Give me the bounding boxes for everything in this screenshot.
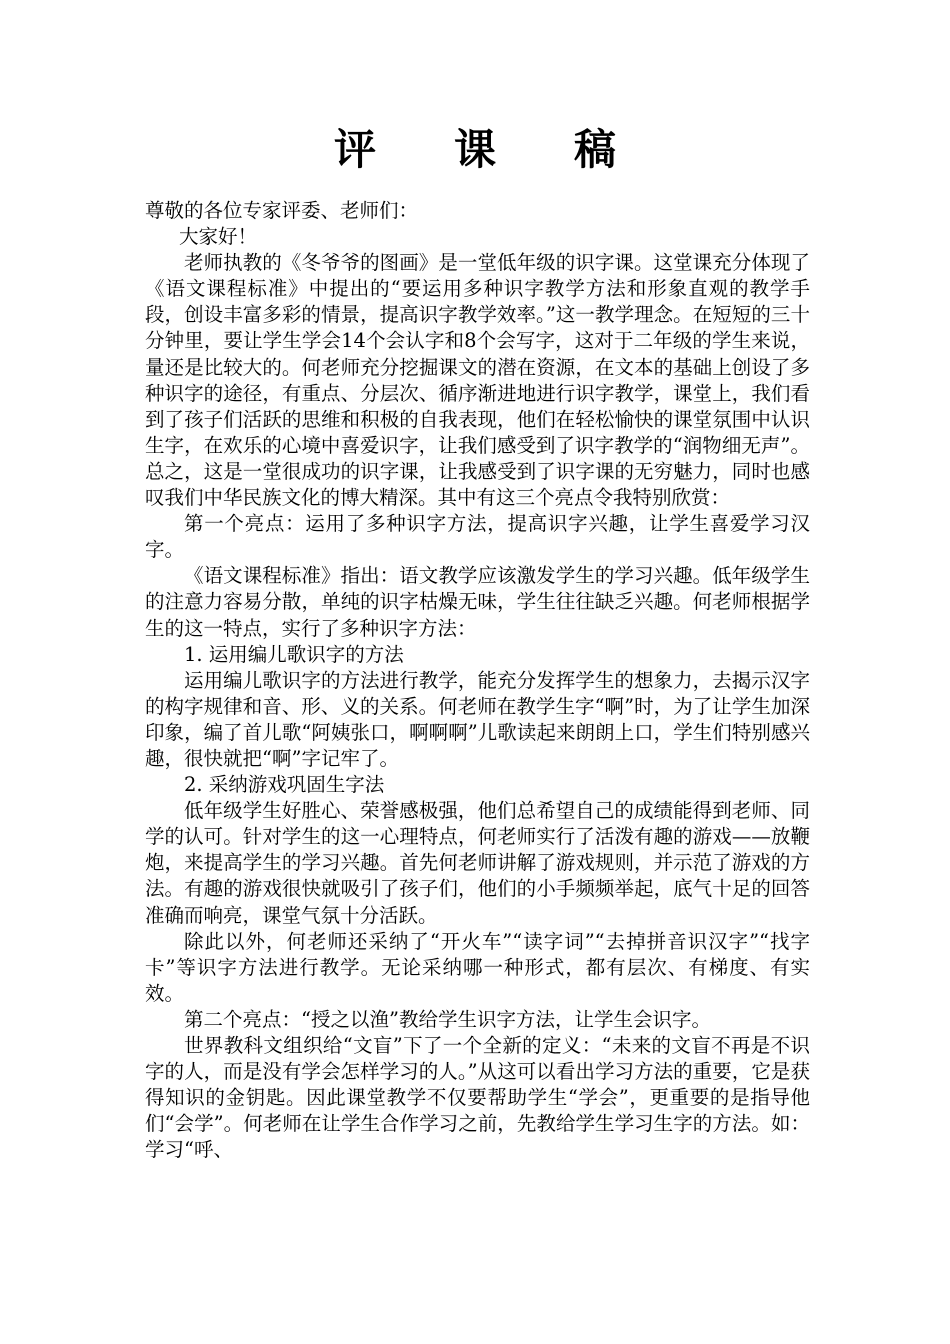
paragraph-other-methods: 除此以外，何老师还采纳了“开火车”“读字词”“去掉拼音识汉字”“找字卡”等识字方法进行教学。无论采纳哪一种形式，都有层次、有梯度、有实效。: [145, 929, 810, 1005]
paragraph-nursery-rhyme: 运用编儿歌识字的方法进行教学，能充分发挥学生的想象力，去揭示汉字的构字规律和音、形、义的关系。何老师在教学生字“啊”时，为了让学生加深印象，编了首儿歌“阿姨张口，啊啊啊”儿歌读起来朗朗上口，学生们特别感兴趣，很快就把“啊”字记牢了。: [145, 668, 810, 770]
document-body: [145, 198, 810, 1163]
method-one-heading: 1. 运用编儿歌识字的方法: [184, 642, 404, 666]
method-two-heading: 2. 采纳游戏巩固生字法: [184, 773, 385, 797]
paragraph-unesco: 世界教科文组织给“文盲”下了一个全新的定义：“未来的文盲不再是不识字的人，而是没有学会怎样学习的人。”从这可以看出学习方法的重要，它是获得知识的金钥匙。因此课堂教学不仅要帮助学生“学会”，更重要的是指导他们“会学”。何老师在让学生合作学习之前，先教给学生学习生字的方法。如：学习“呼、: [145, 1034, 810, 1162]
highlight-two-heading: 第二个亮点：“授之以渔”教给学生识字方法，让学生会识字。: [184, 1007, 711, 1031]
highlight-one-heading: 第一个亮点：运用了多种识字方法，提高识字兴趣，让学生喜爱学习汉字。: [145, 512, 810, 562]
document-title: 评课稿: [333, 125, 694, 174]
paragraph-intro: 老师执教的《冬爷爷的图画》是一堂低年级的识字课。这堂课充分体现了《语文课程标准》中提出的“要运用多种识字教学方法和形象直观的教学手段，创设丰富多彩的情景，提高识字教学效率。”这一教学理念。在短短的三十分钟里，要让学生学会14个会认字和8个会写字，这对于二年级的学生来说，量还是比较大的。何老师充分挖掘课文的潜在资源，在文本的基础上创设了多种识字的途径，有重点、分层次、循序渐进地进行识字教学，课堂上，我们看到了孩子们活跃的思维和积极的自我表现，他们在轻松愉快的课堂氛围中认识生字，在欢乐的心境中喜爱识字，让我们感受到了识字教学的“润物细无声”。总之，这是一堂很成功的识字课，让我感受到了识字课的无穷魅力，同时也感叹我们中华民族文化的博大精深。其中有这三个亮点令我特别欣赏：: [145, 251, 810, 510]
greeting: 大家好！: [179, 225, 258, 249]
salutation: 尊敬的各位专家评委、老师们：: [145, 199, 419, 222]
paragraph-curriculum-standard: 《语文课程标准》指出：语文教学应该激发学生的学习兴趣。低年级学生的注意力容易分散，单纯的识字枯燥无味，学生往往缺乏兴趣。何老师根据学生的这一特点，实行了多种识字方法：: [145, 564, 810, 640]
paragraph-game: 低年级学生好胜心、荣誉感极强，他们总希望自己的成绩能得到老师、同学的认可。针对学生的这一心理特点，何老师实行了活泼有趣的游戏——放鞭炮，来提高学生的学习兴趣。首先何老师讲解了游戏规则，并示范了游戏的方法。有趣的游戏很快就吸引了孩子们，他们的小手频频举起，底气十足的回答准确而响亮，课堂气氛十分活跃。: [145, 799, 810, 927]
